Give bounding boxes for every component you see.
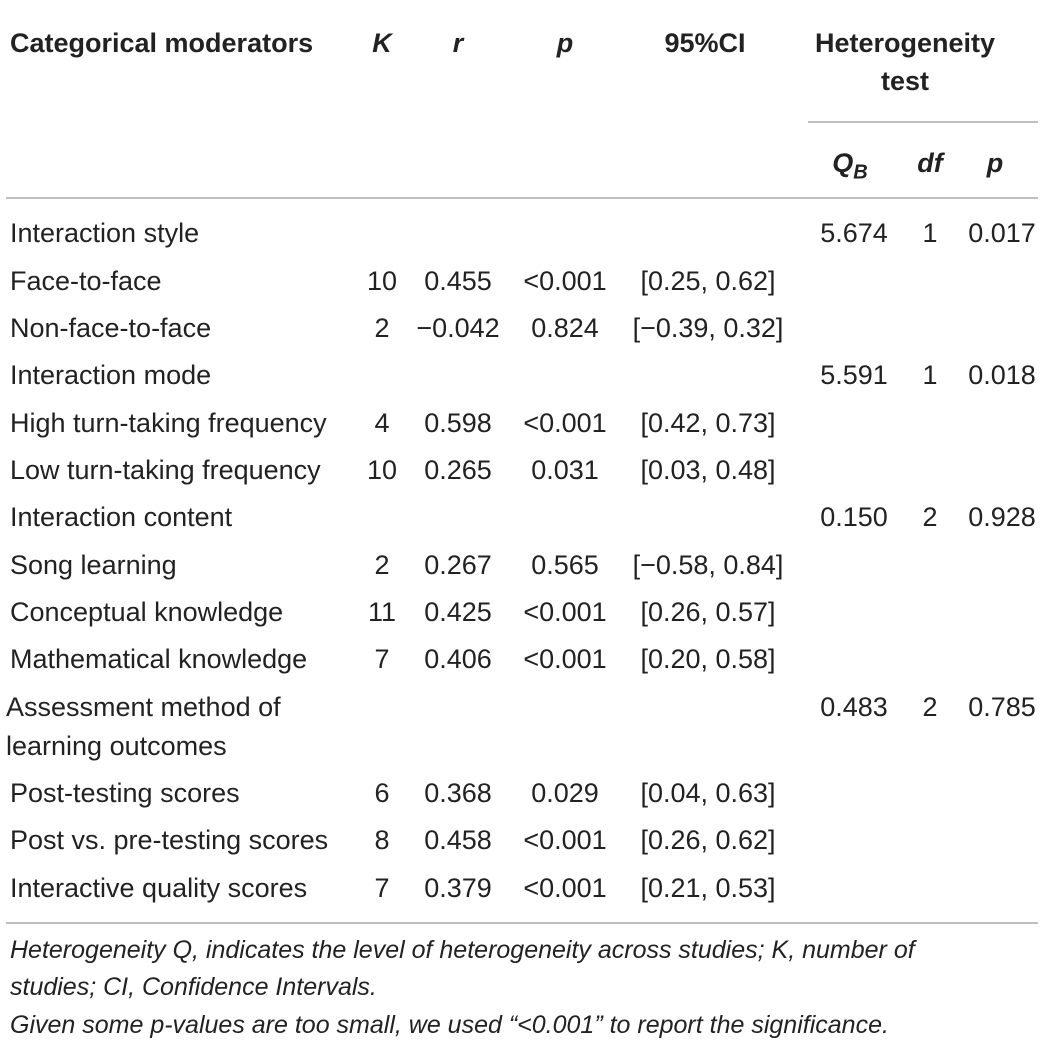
cell-p: 0.565 xyxy=(531,550,599,580)
cell-p: <0.001 xyxy=(523,266,607,296)
row-label: High turn-taking frequency xyxy=(10,408,327,438)
cell-k: 6 xyxy=(374,778,390,808)
header-r: r xyxy=(452,28,464,58)
row-label: Face-to-face xyxy=(10,266,162,296)
cell-qb: 0.150 xyxy=(820,502,888,532)
row-label: Assessment method of xyxy=(6,692,281,722)
header-rule xyxy=(6,197,1038,199)
row-label: Non-face-to-face xyxy=(10,313,212,343)
row-label: Low turn-taking frequency xyxy=(10,455,321,485)
cell-ci: [0.26, 0.62] xyxy=(640,825,776,855)
header-95ci: 95%CI xyxy=(664,28,746,58)
cell-p: 0.029 xyxy=(531,778,599,808)
header-heterogeneity: Heterogeneity xyxy=(814,28,996,58)
cell-het-p: 0.017 xyxy=(968,218,1036,248)
header-het-p: p xyxy=(986,148,1004,178)
bottom-rule xyxy=(6,922,1038,924)
header-categorical-moderators: Categorical moderators xyxy=(10,28,314,58)
cell-qb: 5.674 xyxy=(820,218,888,248)
cell-qb: 5.591 xyxy=(820,360,888,390)
cell-r: 0.406 xyxy=(424,644,492,674)
row-label: Interaction style xyxy=(10,218,200,248)
cell-het-p: 0.928 xyxy=(968,502,1036,532)
cell-p: <0.001 xyxy=(523,644,607,674)
header-k: K xyxy=(372,28,392,58)
cell-k: 8 xyxy=(374,825,390,855)
cell-ci: [0.21, 0.53] xyxy=(640,873,776,903)
cell-ci: [0.25, 0.62] xyxy=(640,266,776,296)
row-label: Mathematical knowledge xyxy=(10,644,308,674)
cell-k: 7 xyxy=(374,644,390,674)
cell-ci: [0.42, 0.73] xyxy=(640,408,776,438)
cell-ci: [0.04, 0.63] xyxy=(640,778,776,808)
cell-qb: 0.483 xyxy=(820,692,888,722)
cell-p: <0.001 xyxy=(523,408,607,438)
cell-p: <0.001 xyxy=(523,597,607,627)
cell-p: 0.031 xyxy=(531,455,599,485)
cell-p: <0.001 xyxy=(523,873,607,903)
header-qb: $Q_B$ xyxy=(832,148,868,184)
header-p: p xyxy=(556,28,574,58)
footnote-line-2: studies; CI, Confidence Intervals. xyxy=(10,973,377,1001)
header-df: df xyxy=(917,148,943,178)
footnote-line-1: Heterogeneity Q, indicates the level of heterogeneity across studies; K, number of xyxy=(10,936,915,964)
cell-k: 4 xyxy=(374,408,390,438)
cell-het-p: 0.785 xyxy=(968,692,1036,722)
cell-p: <0.001 xyxy=(523,825,607,855)
row-label: Conceptual knowledge xyxy=(10,597,284,627)
cell-p: 0.824 xyxy=(531,313,599,343)
cell-k: 7 xyxy=(374,873,390,903)
cell-het-p: 0.018 xyxy=(968,360,1036,390)
cell-r: 0.265 xyxy=(424,455,492,485)
footnote-line-3: Given some p-values are too small, we used “<0.001” to report the significance. xyxy=(10,1011,889,1039)
cell-df: 1 xyxy=(922,218,938,248)
cell-r: 0.368 xyxy=(424,778,492,808)
cell-r: −0.042 xyxy=(416,313,500,343)
cell-df: 1 xyxy=(922,360,938,390)
cell-ci: [0.03, 0.48] xyxy=(640,455,776,485)
row-label: Interaction content xyxy=(10,502,233,532)
cell-r: 0.267 xyxy=(424,550,492,580)
hetero-rule xyxy=(808,121,1038,123)
cell-k: 10 xyxy=(366,455,398,485)
cell-r: 0.379 xyxy=(424,873,492,903)
row-label: Post vs. pre-testing scores xyxy=(10,825,329,855)
row-label: Interactive quality scores xyxy=(10,873,308,903)
cell-k: 2 xyxy=(374,550,390,580)
row-label: Post-testing scores xyxy=(10,778,240,808)
cell-r: 0.455 xyxy=(424,266,492,296)
header-test: test xyxy=(880,66,929,96)
cell-r: 0.425 xyxy=(424,597,492,627)
cell-ci: [0.26, 0.57] xyxy=(640,597,776,627)
row-label: Song learning xyxy=(10,550,177,580)
cell-df: 2 xyxy=(922,502,938,532)
cell-k: 10 xyxy=(366,266,398,296)
row-label: Interaction mode xyxy=(10,360,212,390)
cell-r: 0.458 xyxy=(424,825,492,855)
row-label-continued: learning outcomes xyxy=(6,731,227,761)
cell-ci: [−0.58, 0.84] xyxy=(632,550,784,580)
cell-ci: [0.20, 0.58] xyxy=(640,644,776,674)
cell-ci: [−0.39, 0.32] xyxy=(632,313,784,343)
cell-k: 2 xyxy=(374,313,390,343)
cell-r: 0.598 xyxy=(424,408,492,438)
cell-k: 11 xyxy=(367,597,397,627)
cell-df: 2 xyxy=(922,692,938,722)
